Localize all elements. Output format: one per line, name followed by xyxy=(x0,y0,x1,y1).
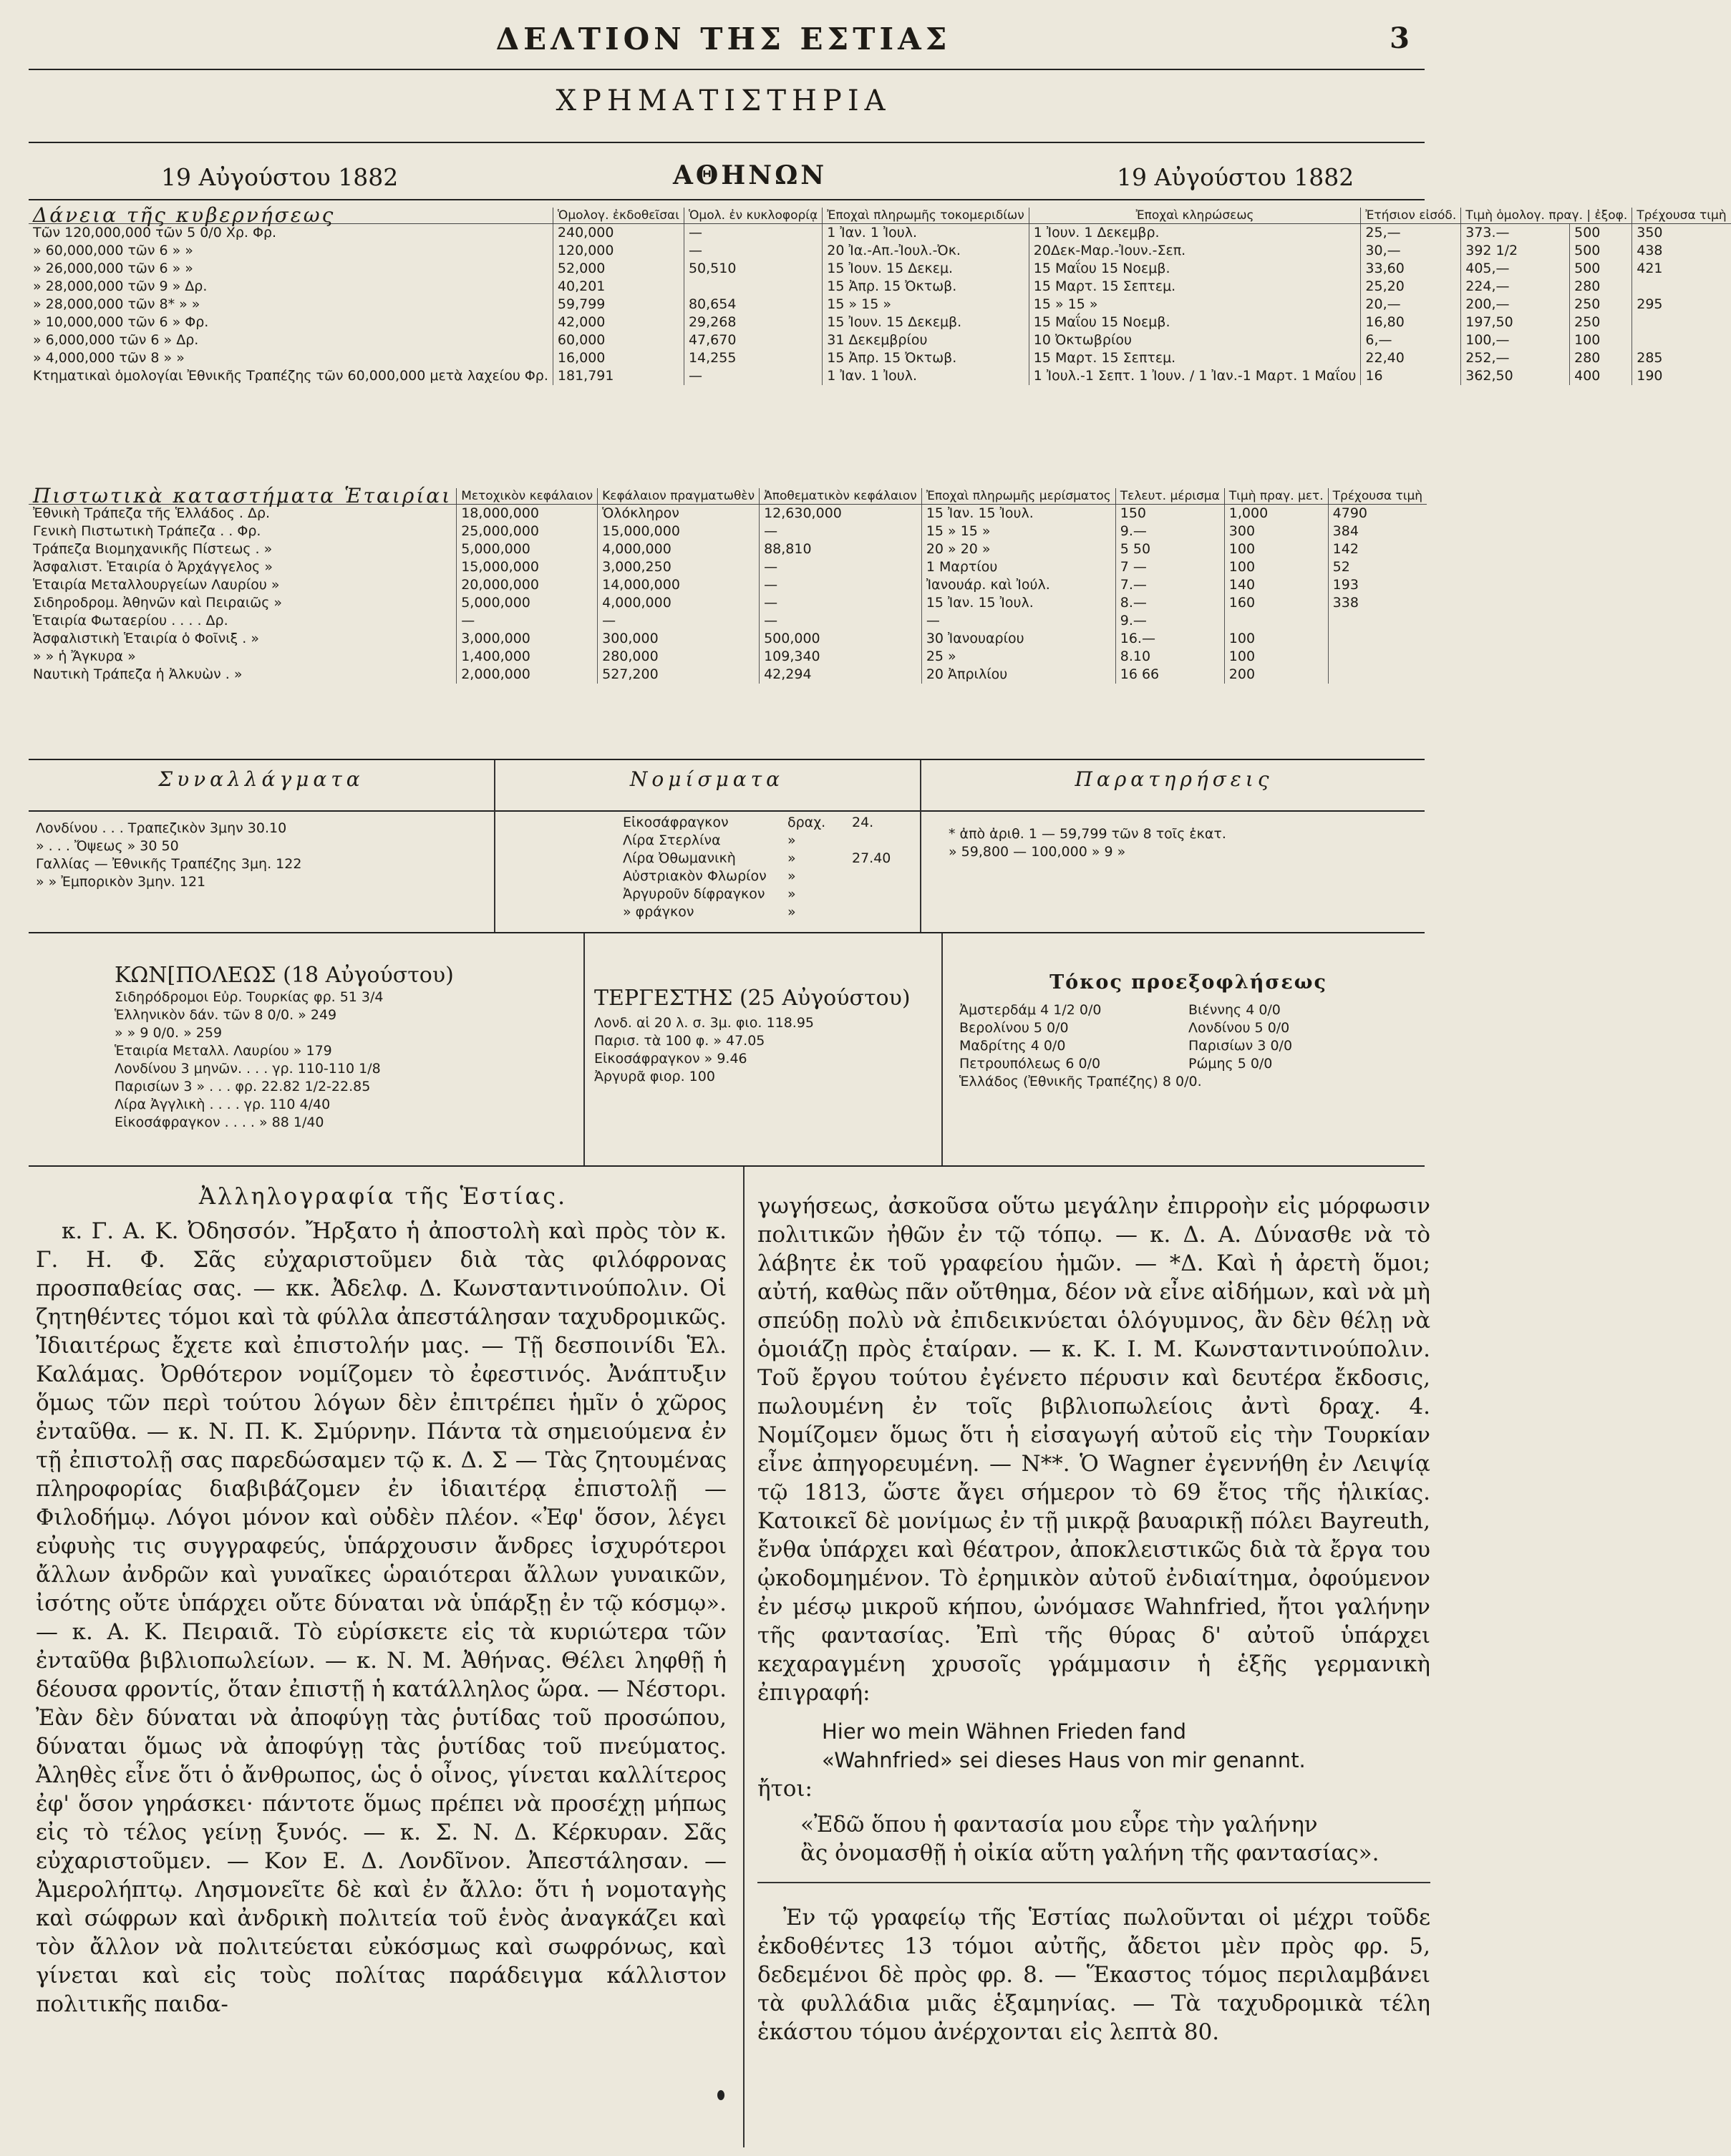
discount-row xyxy=(959,1019,1417,1037)
translation-line: ἂς ὀνομασθῇ ἡ οἰκία αὕτη γαλήνη τῆς φαντασίας». xyxy=(800,1840,1380,1866)
table-row xyxy=(29,349,1731,367)
table-header: Ὁμολ. ἐν κυκλοφορίᾳ xyxy=(684,208,822,224)
discount-cell: Λονδίνου 5 0/0 xyxy=(1188,1020,1290,1036)
table-cell: — xyxy=(760,612,922,630)
table-cell: 500 xyxy=(1570,224,1632,243)
table-cell: 1 Ἰαν. 1 Ἰουλ. xyxy=(823,224,1029,243)
table-cell: 20 Ἀπριλίου xyxy=(921,666,1115,684)
table-cell: Ἰανουάρ. καὶ Ἰούλ. xyxy=(921,576,1115,594)
table-cell: 250 xyxy=(1570,314,1632,331)
table-cell: 100 xyxy=(1570,331,1632,349)
table-cell: 15 Ἰουν. 15 Δεκεμ. xyxy=(823,260,1029,278)
table-row xyxy=(29,242,1731,260)
table-cell: — xyxy=(598,612,760,630)
table-header: Ἀποθεματικὸν κεφάλαιον xyxy=(760,488,922,505)
exchange-box xyxy=(36,767,487,891)
exchange-row: » » Ἐμπορικὸν 3μην. 121 xyxy=(36,874,206,890)
table-cell: 6,— xyxy=(1361,331,1461,349)
discount-title: Τόκος προεξοφλήσεως xyxy=(1049,971,1327,994)
table-cell: 400 xyxy=(1570,367,1632,385)
discount-cell: Βιέννης 4 0/0 xyxy=(1188,1002,1281,1018)
table-cell: 140 xyxy=(1224,576,1328,594)
trieste-row: Λονδ. αἱ 20 λ. σ. 3μ. φιο. 118.95 xyxy=(594,1015,814,1031)
table-cell: 15 Ἰαν. 15 Ἰουλ. xyxy=(921,505,1115,523)
exchange-title: Συναλλάγματα xyxy=(158,767,364,791)
column-divider xyxy=(494,760,495,932)
table-header: Κεφάλαιον πραγματωθὲν xyxy=(598,488,760,505)
table-cell: 150 xyxy=(1115,505,1224,523)
table-cell xyxy=(1632,331,1731,349)
constantinople-row: Ἑλληνικὸν δάν. τῶν 8 0/0. » 249 xyxy=(115,1007,337,1023)
table-cell: 20,000,000 xyxy=(457,576,598,594)
table-cell: 15 » 15 » xyxy=(1029,296,1361,314)
table-row xyxy=(29,367,1731,385)
rule xyxy=(29,1165,1425,1167)
table-cell: 42,000 xyxy=(553,314,684,331)
table-cell: 1 Ἰουν. 1 Δεκεμβρ. xyxy=(1029,224,1361,243)
toi-label: ἤτοι: xyxy=(757,1776,813,1802)
table-row xyxy=(29,576,1427,594)
table-header: Πιστωτικὰ καταστήματα Ἑταιρίαι xyxy=(29,488,457,505)
table-cell: 16,000 xyxy=(553,349,684,367)
table-cell: 52 xyxy=(1328,558,1427,576)
table-cell: 18,000,000 xyxy=(457,505,598,523)
table-cell: 20 Ἰα.-Απ.-Ἰουλ.-Ὀκ. xyxy=(823,242,1029,260)
table-cell: » » ἡ Ἄγκυρα » xyxy=(33,649,136,664)
table-cell: 10 Ὀκτωβρίου xyxy=(1029,331,1361,349)
discount-box xyxy=(959,973,1417,1091)
table-cell: — xyxy=(760,558,922,576)
table-cell: 15 » 15 » xyxy=(921,523,1115,540)
table-header: Ἐτήσιον εἰσόδ. xyxy=(1361,208,1461,224)
table-cell: » 28,000,000 τῶν 8* » » xyxy=(33,296,200,312)
table-cell: 42,294 xyxy=(760,666,922,684)
table-cell: 300,000 xyxy=(598,630,760,648)
coin-unit: » xyxy=(787,832,796,848)
table-cell: 4,000,000 xyxy=(598,540,760,558)
constantinople-row: » » 9 0/0. » 259 xyxy=(115,1025,223,1041)
table-cell: 47,670 xyxy=(684,331,822,349)
table-cell: 14,255 xyxy=(684,349,822,367)
coin-unit: δραχ. xyxy=(787,815,826,830)
coin-name: Λίρα Στερλίνα xyxy=(623,832,721,848)
table-cell: Κτηματικαὶ ὁμολογίαι Ἐθνικῆς Τραπέζης τῶν 60,000,000 μετὰ λαχείου Φρ. xyxy=(33,368,548,384)
newspaper-title: ΔΕΛΤΙΟΝ ΤΗΣ ΕΣΤΙΑΣ xyxy=(495,21,951,57)
table-cell: 16 xyxy=(1361,367,1461,385)
banks-table xyxy=(29,484,1427,684)
coin-name: Ἀργυροῦν δίφραγκον xyxy=(623,886,765,902)
correspondence-title: Ἀλληλογραφία τῆς Ἑστίας. xyxy=(198,1183,568,1210)
table-cell: 200,— xyxy=(1461,296,1570,314)
coins-title: Νομίσματα xyxy=(629,767,785,791)
notes-title: Παρατηρήσεις xyxy=(1075,767,1274,791)
table-cell: 15 Μαΐου 15 Νοεμβ. xyxy=(1029,314,1361,331)
table-cell: 252,— xyxy=(1461,349,1570,367)
table-cell: 2,000,000 xyxy=(457,666,598,684)
page-number: 3 xyxy=(1390,21,1410,55)
constantinople-row: Εἰκοσάφραγκον . . . . » 88 1/40 xyxy=(115,1115,324,1130)
coin-name: Εἰκοσάφραγκον xyxy=(623,815,729,830)
table-cell: 5,000,000 xyxy=(457,594,598,612)
table-row xyxy=(29,523,1427,540)
table-cell: 240,000 xyxy=(553,224,684,243)
coin-unit: » xyxy=(787,850,796,866)
table-cell: 285 xyxy=(1632,349,1731,367)
table-cell: » 60,000,000 τῶν 6 » » xyxy=(33,243,193,258)
table-cell: 500,000 xyxy=(760,630,922,648)
table-cell: 4,000,000 xyxy=(598,594,760,612)
table-cell: Ἐθνικὴ Τράπεζα τῆς Ἑλλάδος . Δρ. xyxy=(33,505,271,521)
date-right: 19 Αὐγούστου 1882 xyxy=(1117,163,1354,191)
table-row xyxy=(29,558,1427,576)
table-cell: 350 xyxy=(1632,224,1731,243)
table-cell: 250 xyxy=(1570,296,1632,314)
table-cell: 527,200 xyxy=(598,666,760,684)
table-cell: Ναυτικὴ Τράπεζα ἡ Ἀλκυὼν . » xyxy=(33,666,243,682)
rule xyxy=(29,932,1425,933)
table-cell: 14,000,000 xyxy=(598,576,760,594)
table-row xyxy=(29,314,1731,331)
table-cell: 160 xyxy=(1224,594,1328,612)
discount-row xyxy=(959,1001,1417,1019)
german-inscription xyxy=(822,1717,1430,1774)
table-header: Ἐποχαὶ πληρωμῆς μερίσματος xyxy=(921,488,1115,505)
table-cell: » 28,000,000 τῶν 9 » Δρ. xyxy=(33,278,208,294)
coin-unit: » xyxy=(787,886,796,902)
coins-box xyxy=(501,767,913,921)
trieste-title: ΤΕΡΓΕΣΤΗΣ (25 Αὐγούστου) xyxy=(594,986,911,1011)
table-cell: 500 xyxy=(1570,242,1632,260)
table-cell: Ἑταιρία Μεταλλουργείων Λαυρίου » xyxy=(33,577,280,593)
table-cell: 1 Μαρτίου xyxy=(921,558,1115,576)
table-header: Ἐποχαὶ πληρωμῆς τοκομεριδίων xyxy=(823,208,1029,224)
table-cell: 15 Ἰαν. 15 Ἰουλ. xyxy=(921,594,1115,612)
table-cell: — xyxy=(457,612,598,630)
table-cell: 100 xyxy=(1224,630,1328,648)
table-cell: 30 Ἰανουαρίου xyxy=(921,630,1115,648)
exchange-row: » . . . Ὄψεως » 30 50 xyxy=(36,838,179,854)
constantinople-row: Λίρα Ἀγγλικὴ . . . . γρ. 110 4/40 xyxy=(115,1097,331,1112)
coin-row xyxy=(623,814,913,832)
coin-unit: » xyxy=(787,904,796,920)
table-header: Μετοχικὸν κεφάλαιον xyxy=(457,488,598,505)
table-cell: — xyxy=(760,576,922,594)
table-cell: 60,000 xyxy=(553,331,684,349)
coin-price: 27.40 xyxy=(852,850,891,866)
table-cell: 3,000,000 xyxy=(457,630,598,648)
table-cell: 25 » xyxy=(921,648,1115,666)
discount-cell: Πετρουπόλεως 6 0/0 xyxy=(959,1056,1101,1072)
table-cell: 100 xyxy=(1224,540,1328,558)
correspondence-right-column xyxy=(757,1192,1430,2046)
table-cell: 16 66 xyxy=(1115,666,1224,684)
table-cell: Ἀσφαλιστ. Ἑταιρία ὁ Ἀρχάγγελος » xyxy=(33,559,273,575)
table-cell: 190 xyxy=(1632,367,1731,385)
table-row xyxy=(29,505,1427,523)
table-cell: 25,000,000 xyxy=(457,523,598,540)
correspondence-left-column xyxy=(36,1217,727,2019)
coin-name: Αὐστριακὸν Φλωρίον xyxy=(623,868,767,884)
correspondence-text: κ. Γ. Α. Κ. Ὀδησσόν. Ἤρξατο ἡ ἀποστολὴ καὶ πρὸς τὸν κ. Γ. Η. Φ. Σᾶς εὐχαριστοῦμεν διὰ τὰς φιλόφρονας προσπαθείας σας. — κκ. Ἀδελφ. Δ. Κωνσταντινούπολιν. Οἱ ζητηθέντες τόμοι καὶ τὰ φύλλα ἀπεστάλησαν ταχυδρομικῶς. Ἰδιαιτέρως ἔχετε καὶ ἐπιστολήν μας. — Τῇ δεσποινίδι Ἑλ. Καλάμας. Ὀρθότερον νομίζομεν τὸ ἐφεστινός. Ἀνάπτυξιν ὅμως τῶν περὶ τούτου λόγων δὲν ἐπιτρέπει ἡμῖν ὁ χῶρος ἐνταῦθα. — κ. Ν. Π. Κ. Σμύρνην. Πάντα τὰ σημειούμενα ἐν τῇ ἐπιστολῇ σας παρεδώσαμεν τῷ κ. Δ. Σ — Τὰς ζητουμένας πληροφορίας διαβιβάζομεν ἐν ἰδιαιτέρᾳ ἐπιστολῇ — Φιλοδήμῳ. Λόγοι μόνον καὶ οὐδὲν πλέον. «Ἐφ' ὅσον, λέγει εὐφυὴς τις συγγραφεύς, ὑπάρχουσιν ἄνδρες ἰσχυρότεροι ἄλλων ἀνδρῶν καὶ γυναῖκες ὡραιότεραι ἄλλων γυναικῶν, ἰσότης οὔτε ὑπάρχει οὔτε δύναται νὰ ὑπάρξῃ ἐν τῷ κόσμῳ». — κ. Α. Κ. Πειραιᾶ. Τὸ εὑρίσκετε εἰς τὰ κυριώτερα τῶν ἐνταῦθα βιβλιοπωλείων. — κ. Ν. Μ. Ἀθήνας. Θέλει ληφθῇ ἡ δέουσα φροντίς, ὅταν ἐπιστῇ ἡ κατάλληλος ὥρα. — Νέστορι. Ἐὰν δὲν δύναται νὰ ἀποφύγῃ τὰς ῥυτίδας τοῦ προσώπου, δύναται ὅμως νὰ ἀποφύγῃ τὰς ῥυτίδας τοῦ πνεύματος. Ἀληθὲς εἶνε ὅτι ὁ ἄνθρωπος, ὡς ὁ οἶνος, γίνεται καλλίτερος ἐφ' ὅσον γηράσκει· πάντοτε ὅμως πρέπει νὰ προσέχῃ μήπως εἰς τὸ τέλος γείνῃ ξυνός. — κ. Σ. Ν. Δ. Κέρκυραν. Σᾶς εὐχαριστοῦμεν. — Κον Ε. Δ. Λονδῖνον. Ἀπεστάλησαν. — Ἀμερολήπτῳ. Λησμονεῖτε δὲ καὶ ἐν ἄλλο: ὅτι ἡ νομοταγὴς καὶ σώφρων καὶ ἀνδρικὴ πολιτεία τοῦ ἑνὸς ἀναγκάζει καὶ τὸν ἄλλον νὰ πολιτεύεται εὐκόσμως καὶ σωφρόνως, καὶ γίνεται καὶ εἰς τοὺς πολίτας παράδειγμα κάλλιστον πολιτικῆς παιδα- xyxy=(36,1218,727,2017)
table-header: Δάνεια τῆς κυβερνήσεως xyxy=(29,208,553,224)
table-cell xyxy=(1328,666,1427,684)
table-cell: 15 » 15 » xyxy=(823,296,1029,314)
coin-row xyxy=(623,903,913,921)
table-cell: 25,— xyxy=(1361,224,1461,243)
table-cell: 280 xyxy=(1570,278,1632,296)
discount-cell: Βερολίνου 5 0/0 xyxy=(959,1020,1069,1036)
table-cell: 362,50 xyxy=(1461,367,1570,385)
trieste-row: Παρισ. τὰ 100 φ. » 47.05 xyxy=(594,1033,765,1049)
column-divider xyxy=(583,933,585,1165)
table-row xyxy=(29,278,1731,296)
table-cell xyxy=(1632,314,1731,331)
table-cell: — xyxy=(684,242,822,260)
table-cell: 193 xyxy=(1328,576,1427,594)
table-header: Τρέχουσα τιμὴ xyxy=(1632,208,1731,224)
discount-row xyxy=(959,1037,1417,1055)
correspondence-text: γωγήσεως, ἀσκοῦσα οὕτω μεγάλην ἐπιρροὴν εἰς μόρφωσιν πολιτικῶν ἠθῶν ἐν τῷ τόπῳ. — κ. Δ. Α. Δύνασθε νὰ τὸ λάβητε ἐκ τοῦ γραφείου ἡμῶν. — *Δ. Καὶ ἡ ἀρετὴ ὅμοι; αὐτή, καθὼς πᾶν οὔτθημα, δέον νὰ εἶνε αἰδήμων, καὶ νὰ μὴ σπεύδῃ πολὺ νὰ ἐπιδεικνύεται ὁλόγυμνος, ἂν δὲν θέλῃ νὰ ὁμοιάζῃ πρὸς ἑταίραν. — κ. Κ. Ι. Μ. Κωνσταντινούπολιν. Τοῦ ἔργου τούτου ἐγένετο πέρυσιν καὶ δευτέρα ἔκδοσις, πωλουμένη ἐν τοῖς βιβλιοπωλείοις ἀντὶ δραχ. 4. Νομίζομεν ὅμως ὅτι ἡ εἰσαγωγή αὐτοῦ εἰς τὴν Τουρκίαν εἶνε ἀπηγορευμένη. — Ν**. Ὁ Wagner ἐγεννήθη ἐν Λειψίᾳ τῷ 1813, ὥστε ἄγει σήμερον τὸ 69 ἔτος τῆς ἡλικίας. Κατοικεῖ δὲ μονίμως ἐν τῇ μικρᾷ βαυαρικῇ πόλει Bayreuth, ἔνθα ὑπάρχει καὶ θέατρον, ἀποκλειστικῶς διὰ τὰ ἔργα του ᾠκοδομημένον. Τὸ ἐρημικὸν αὐτοῦ ἐνδιαίτημα, ὀφούμενον ἐν μέσῳ μικροῦ κήπου, ὠνόμασε Wahnfried, ἤτοι γαλήνην τῆς φαντασίας. Ἐπὶ τῆς θύρας δ' αὐτοῦ ὑπάρχει κεχαραγμένη χρυσοῖς γράμμασιν ἡ ἑξῆς γερμανικὴ ἐπιγραφή: xyxy=(757,1193,1430,1706)
table-cell: — xyxy=(760,594,922,612)
table-cell: 120,000 xyxy=(553,242,684,260)
coin-name: Λίρα Ὀθωμανικὴ xyxy=(623,850,736,866)
constantinople-row: Λονδίνου 3 μηνῶν. . . . γρ. 110-110 1/8 xyxy=(115,1061,381,1077)
constantinople-box xyxy=(115,963,580,1132)
table-cell: 1,000 xyxy=(1224,505,1328,523)
government-loans-table xyxy=(29,203,1731,385)
table-cell: 8.10 xyxy=(1115,648,1224,666)
table-cell: 373.— xyxy=(1461,224,1570,243)
divider xyxy=(757,1882,1430,1883)
market-city: ΑΘΗΝΩΝ xyxy=(673,160,828,190)
coin-row xyxy=(623,832,913,850)
constantinople-row: Ἑταιρία Μεταλλ. Λαυρίου » 179 xyxy=(115,1043,332,1059)
table-cell: 31 Δεκεμβρίου xyxy=(823,331,1029,349)
table-cell: 9.— xyxy=(1115,612,1224,630)
table-cell: Τῶν 120,000,000 τῶν 5 0/0 Χρ. Φρ. xyxy=(33,225,277,241)
table-cell: — xyxy=(760,523,922,540)
table-cell: 22,40 xyxy=(1361,349,1461,367)
table-cell: 20 » 20 » xyxy=(921,540,1115,558)
table-cell: » 4,000,000 τῶν 8 » » xyxy=(33,350,185,366)
column-divider xyxy=(743,1167,745,2147)
table-cell: 15 Ἰουν. 15 Δεκεμβ. xyxy=(823,314,1029,331)
table-cell: 88,810 xyxy=(760,540,922,558)
table-cell: 405,— xyxy=(1461,260,1570,278)
table-cell: 80,654 xyxy=(684,296,822,314)
table-cell: Ἀσφαλιστικὴ Ἑταιρία ὁ Φοῖνιξ . » xyxy=(33,631,259,646)
table-cell: 224,— xyxy=(1461,278,1570,296)
table-cell: 15 Μαρτ. 15 Σεπτεμ. xyxy=(1029,278,1361,296)
table-cell: 8.— xyxy=(1115,594,1224,612)
translation-line: «Ἐδῶ ὅπου ἡ φαντασία μου εὗρε τὴν γαλήνην xyxy=(800,1812,1318,1837)
table-cell xyxy=(1224,612,1328,630)
table-cell: Σιδηροδρομ. Ἀθηνῶν καὶ Πειραιῶς » xyxy=(33,595,283,611)
table-cell xyxy=(1328,630,1427,648)
trieste-row: Ἀργυρᾶ φιορ. 100 xyxy=(594,1069,715,1084)
rule xyxy=(29,199,1425,200)
table-cell: 1,400,000 xyxy=(457,648,598,666)
table-cell: 40,201 xyxy=(553,278,684,296)
table-cell: 338 xyxy=(1328,594,1427,612)
exchange-row: Γαλλίας — Ἐθνικῆς Τραπέζης 3μη. 122 xyxy=(36,856,302,872)
table-cell: 15 Μαρτ. 15 Σεπτεμ. xyxy=(1029,349,1361,367)
table-cell: — xyxy=(684,367,822,385)
table-cell: Ὁλόκληρον xyxy=(598,505,760,523)
coin-name: » φράγκον xyxy=(623,904,694,920)
exchange-row: Λονδίνου . . . Τραπεζικὸν 3μην 30.10 xyxy=(36,820,287,836)
rule xyxy=(29,759,1425,760)
constantinople-row: Σιδηρόδρομοι Εὐρ. Τουρκίας φρ. 51 3/4 xyxy=(115,989,384,1005)
table-cell: 15,000,000 xyxy=(457,558,598,576)
table-cell: 20Δεκ-Μαρ.-Ἰουν.-Σεπ. xyxy=(1029,242,1361,260)
table-cell: 7.— xyxy=(1115,576,1224,594)
column-divider xyxy=(941,933,943,1165)
table-header: Τελευτ. μέρισμα xyxy=(1115,488,1224,505)
table-cell: — xyxy=(684,224,822,243)
discount-footer: Ἑλλάδος (Ἐθνικῆς Τραπέζης) 8 0/0. xyxy=(959,1074,1202,1089)
table-cell: 29,268 xyxy=(684,314,822,331)
table-row xyxy=(29,540,1427,558)
note-row: » 59,800 — 100,000 » 9 » xyxy=(949,844,1126,860)
table-cell: 1 Ἰουλ.-1 Σεπτ. 1 Ἰουν. / 1 Ἰαν.-1 Μαρτ. 1 Μαΐου xyxy=(1029,367,1361,385)
table-row xyxy=(29,296,1731,314)
coin-unit: » xyxy=(787,868,796,884)
table-cell: 384 xyxy=(1328,523,1427,540)
volumes-notice: Ἐν τῷ γραφείῳ τῆς Ἑστίας πωλοῦνται οἱ μέχρι τοῦδε ἐκδοθέντες 13 τόμοι αὐτῆς, ἄδετοι μὲν πρὸς φρ. 5, δεδεμένοι δὲ πρὸς φρ. 8. — Ἕκαστος τόμος περιλαμβάνει τὰ φυλλάδια μιᾶς ἑξαμηνίας. — Τὰ ταχυδρομικὰ τέλη ἑκάστου τόμου ἀνέρχονται εἰς λεπτὰ 80. xyxy=(757,1905,1430,2045)
table-cell: 30,— xyxy=(1361,242,1461,260)
table-cell: 5 50 xyxy=(1115,540,1224,558)
table-cell: 16,80 xyxy=(1361,314,1461,331)
table-row xyxy=(29,630,1427,648)
trieste-box xyxy=(594,986,934,1086)
constantinople-title: ΚΩΝ[ΠΟΛΕΩΣ (18 Αὐγούστου) xyxy=(115,963,454,988)
table-cell: 25,20 xyxy=(1361,278,1461,296)
table-cell: 33,60 xyxy=(1361,260,1461,278)
rule xyxy=(29,142,1425,143)
constantinople-row: Παρισίων 3 » . . . φρ. 22.82 1/2-22.85 xyxy=(115,1079,371,1094)
table-header: Ὁμολογ. ἐκδοθεῖσαι xyxy=(553,208,684,224)
section-title: ΧΡΗΜΑΤΙΣΤΗΡΙΑ xyxy=(556,84,891,117)
table-header: Τιμὴ πραγ. μετ. xyxy=(1224,488,1328,505)
table-cell xyxy=(1632,278,1731,296)
table-cell: 181,791 xyxy=(553,367,684,385)
table-cell: 9.— xyxy=(1115,523,1224,540)
coin-row xyxy=(623,868,913,885)
table-cell: 59,799 xyxy=(553,296,684,314)
table-cell: 7 — xyxy=(1115,558,1224,576)
coin-price: 24. xyxy=(852,815,874,830)
table-cell: » 10,000,000 τῶν 6 » Φρ. xyxy=(33,314,209,330)
table-cell: 109,340 xyxy=(760,648,922,666)
table-cell: 438 xyxy=(1632,242,1731,260)
table-row xyxy=(29,260,1731,278)
table-cell: 4790 xyxy=(1328,505,1427,523)
table-row xyxy=(29,666,1427,684)
table-cell: Ἑταιρία Φωταερίου . . . . Δρ. xyxy=(33,613,228,628)
discount-cell: Παρισίων 3 0/0 xyxy=(1188,1038,1293,1054)
header-rule xyxy=(29,69,1425,70)
table-cell: 500 xyxy=(1570,260,1632,278)
table-cell: 15,000,000 xyxy=(598,523,760,540)
table-cell: 100 xyxy=(1224,648,1328,666)
inscription-line: «Wahnfried» sei dieses Haus von mir genannt. xyxy=(822,1748,1306,1772)
table-cell: 300 xyxy=(1224,523,1328,540)
table-cell: 16.— xyxy=(1115,630,1224,648)
column-divider xyxy=(920,760,921,932)
table-row xyxy=(29,594,1427,612)
table-cell: 392 1/2 xyxy=(1461,242,1570,260)
coin-row xyxy=(623,885,913,903)
table-cell xyxy=(684,278,822,296)
table-cell: 20,— xyxy=(1361,296,1461,314)
ornament-dot xyxy=(717,2090,724,2100)
table-cell: Τράπεζα Βιομηχανικῆς Πίστεως . » xyxy=(33,541,273,557)
table-cell: 100,— xyxy=(1461,331,1570,349)
date-left: 19 Αὐγούστου 1882 xyxy=(161,163,399,191)
notes-box xyxy=(927,767,1421,861)
discount-cell: Ἀμστερδάμ 4 1/2 0/0 xyxy=(959,1002,1102,1018)
table-header: Τιμὴ ὁμολογ. πραγ. | ἐξοφ. xyxy=(1461,208,1632,224)
table-row xyxy=(29,331,1731,349)
table-cell: 295 xyxy=(1632,296,1731,314)
trieste-row: Εἰκοσάφραγκον » 9.46 xyxy=(594,1051,747,1067)
table-cell: 12,630,000 xyxy=(760,505,922,523)
discount-cell: Ρώμης 5 0/0 xyxy=(1188,1056,1273,1072)
table-cell: — xyxy=(921,612,1115,630)
coin-row xyxy=(623,850,913,868)
table-cell xyxy=(1328,648,1427,666)
table-cell: Γενικὴ Πιστωτικὴ Τράπεζα . . Φρ. xyxy=(33,523,261,539)
table-cell: 280 xyxy=(1570,349,1632,367)
table-cell: 280,000 xyxy=(598,648,760,666)
table-cell: 100 xyxy=(1224,558,1328,576)
table-cell: 52,000 xyxy=(553,260,684,278)
table-cell: 421 xyxy=(1632,260,1731,278)
discount-cell: Μαδρίτης 4 0/0 xyxy=(959,1038,1066,1054)
table-row xyxy=(29,612,1427,630)
table-cell xyxy=(1328,612,1427,630)
table-cell: 5,000,000 xyxy=(457,540,598,558)
discount-row xyxy=(959,1055,1417,1073)
table-cell: » 6,000,000 τῶν 6 » Δρ. xyxy=(33,332,199,348)
table-cell: 197,50 xyxy=(1461,314,1570,331)
table-header: Ἐποχαὶ κληρώσεως xyxy=(1029,208,1361,224)
table-cell: 200 xyxy=(1224,666,1328,684)
table-cell: 1 Ἰαν. 1 Ἰουλ. xyxy=(823,367,1029,385)
table-cell: 50,510 xyxy=(684,260,822,278)
table-cell: 3,000,250 xyxy=(598,558,760,576)
inscription-line: Hier wo mein Wähnen Frieden fand xyxy=(822,1719,1187,1744)
table-cell: » 26,000,000 τῶν 6 » » xyxy=(33,261,193,276)
table-cell: 15 Ἀπρ. 15 Ὀκτωβ. xyxy=(823,349,1029,367)
note-row: * ἀπὸ ἀριθ. 1 — 59,799 τῶν 8 τοῖς ἑκατ. xyxy=(949,826,1226,842)
table-cell: 142 xyxy=(1328,540,1427,558)
table-cell: 15 Μαΐου 15 Νοεμβ. xyxy=(1029,260,1361,278)
table-cell: 15 Ἀπρ. 15 Ὀκτωβ. xyxy=(823,278,1029,296)
table-row xyxy=(29,648,1427,666)
table-header: Τρέχουσα τιμὴ xyxy=(1328,488,1427,505)
